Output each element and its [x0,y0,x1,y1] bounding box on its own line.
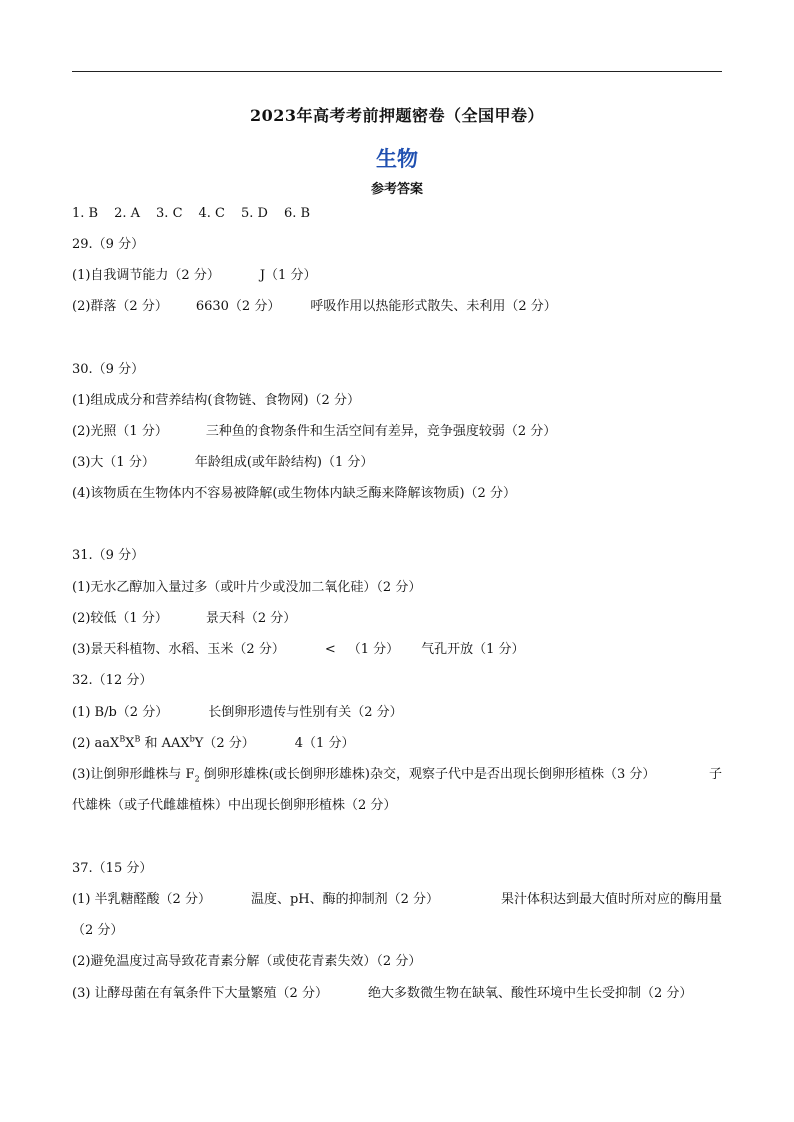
answer-text: 三种鱼的食物条件和生活空间有差异，竞争强度较弱（2 分） [205,424,557,439]
q31-heading: 31.（9 分） [72,548,145,563]
q30-heading: 30.（9 分） [72,362,145,377]
page-title: 2023年高考考前押题密卷（全国甲卷） [249,106,545,125]
choice-answer: 3. C [156,206,183,221]
answer-text: (2)较低（1 分） [72,611,168,626]
allele-superscript: b [189,734,195,744]
q32-heading: 32.（12 分） [72,673,153,688]
answer-text: (1) 半乳糖醛酸（2 分） [72,892,211,907]
generation-subscript: 2 [194,774,200,784]
answer-text: J（1 分） [259,268,317,283]
answer-text: 倒卵形雄株(或长倒卵形雄株)杂交，观察子代中是否出现长倒卵形植株（3 分） [199,767,656,782]
answer-text: < [324,642,336,657]
genotype-text: 和 AAX [140,736,190,751]
answers-heading: 参考答案 [370,182,423,197]
answer-text: (3) 让酵母菌在有氧条件下大量繁殖（2 分） [72,986,328,1001]
answer-text: 6630（2 分） [195,299,281,314]
q32-answer-1 [72,704,722,722]
choice-answer: 4. C [198,206,225,221]
answer-text: (3)让倒卵形雌株与 F [72,767,195,782]
answer-text: 气孔开放（1 分） [421,642,525,657]
q29-answer-2 [72,298,722,316]
q31-answer-1: (1)无水乙醇加入量过多（或叶片少或没加二氧化硅）（2 分） [72,580,422,595]
q31-answer-3 [72,641,722,659]
answer-text: 绝大多数微生物在缺氧、酸性环境中生长受抑制（2 分） [367,986,693,1001]
genotype-text: (2) aaX [72,736,120,751]
answer-text: (2)光照（1 分） [72,424,168,439]
q32-answer-3-end: 子 [708,767,722,782]
q37-answer-1-cont: （2 分） [72,923,124,938]
allele-superscript: B [134,734,141,744]
answer-text: (1) B/b（2 分） [72,705,169,720]
q30-answer-1: (1)组成成分和营养结构(食物链、食物网)（2 分） [72,393,360,408]
q37-answer-3 [72,985,722,1003]
answer-text: 4（1 分） [294,736,355,751]
answer-text: 年龄组成(或年龄结构)（1 分） [194,455,374,470]
choice-answers [72,205,722,223]
q30-answer-2 [72,423,722,441]
q31-answer-2 [72,610,722,628]
answer-text: 呼吸作用以热能形式散失、未利用（2 分） [310,299,557,314]
header-rule [72,71,722,72]
allele-superscript: B [119,734,126,744]
choice-answer: 1. B [72,206,99,221]
q37-heading: 37.（15 分） [72,861,153,876]
subject-title: 生物 [376,147,418,171]
answer-text: (3)景天科植物、水稻、玉米（2 分） [72,642,285,657]
q32-answer-2 [72,735,722,753]
q30-answer-3 [72,454,722,472]
answer-text: (3)大（1 分） [72,455,155,470]
genotype-text: X [125,736,135,751]
genotype-text: Y（2 分） [194,736,255,751]
choice-answer: 5. D [241,206,268,221]
q29-heading: 29.（9 分） [72,237,145,252]
q30-answer-4: (4)该物质在生物体内不容易被降解(或生物体内缺乏酶来降解该物质)（2 分） [72,486,516,501]
answer-text: 景天科（2 分） [205,611,297,626]
q37-answer-2: (2)避免温度过高导致花青素分解（或使花青素失效）（2 分） [72,954,422,969]
answer-text: （1 分） [347,642,400,657]
q32-answer-3-cont: 代雄株（或子代雌雄植株）中出现长倒卵形植株（2 分） [72,798,397,813]
q37-answer-1-end: 果汁体积达到最大值时所对应的酶用量 [500,892,722,907]
choice-answer: 2. A [114,206,141,221]
q29-answer-1 [72,267,722,285]
choice-answer: 6. B [283,206,311,221]
answer-text: 长倒卵形遗传与性别有关（2 分） [208,705,403,720]
answer-text: (1)自我调节能力（2 分） [72,268,220,283]
answer-text: 温度、pH、酶的抑制剂（2 分） [250,892,440,907]
answer-text: (2)群落（2 分） [72,299,168,314]
